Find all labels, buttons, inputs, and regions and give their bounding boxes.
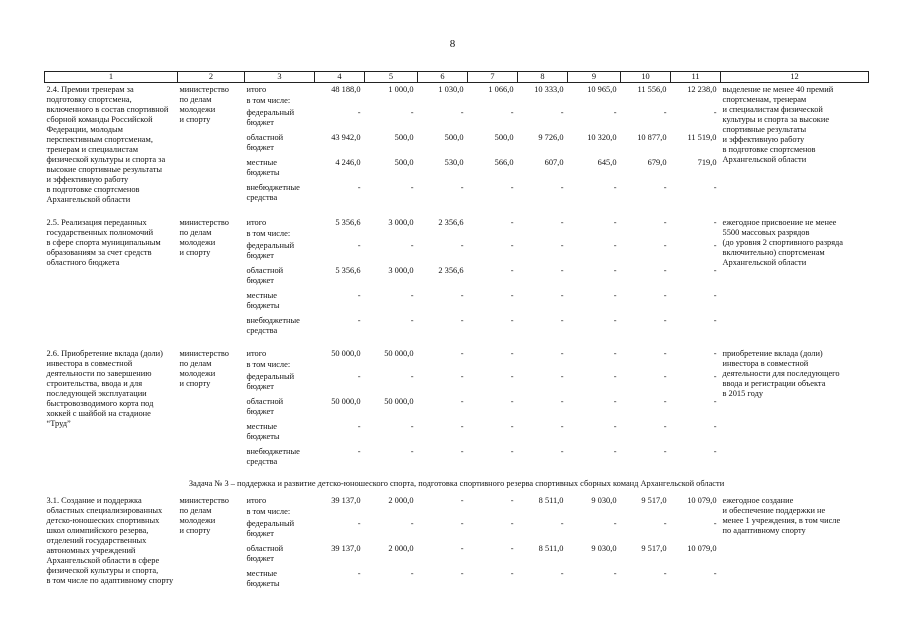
amount-cell: - — [613, 568, 617, 578]
amount-cell: - — [663, 182, 667, 192]
amount-cell — [365, 360, 418, 372]
amount-cell: 8 511,0 — [538, 543, 564, 553]
amount-cell — [468, 96, 518, 108]
amount-cell: 719,0 — [697, 157, 717, 167]
amount-cell: 43 942,0 — [331, 132, 361, 142]
amount-cell: 12 238,0 — [687, 85, 717, 94]
amount-cell: 9 517,0 — [641, 495, 667, 505]
amount-cell — [315, 507, 365, 519]
expected-result: приобретение вклада (доли) инвестора в совместной деятельности для последующего ввода и регистрации объекта в 2015 году — [722, 348, 840, 398]
amount-cell: - — [663, 217, 667, 227]
amount-cell: - — [510, 543, 514, 553]
amount-cell: - — [410, 107, 414, 117]
amount-cell: - — [460, 240, 464, 250]
amount-cell: - — [713, 217, 717, 227]
amount-cell: - — [410, 568, 414, 578]
amount-cell: - — [560, 446, 564, 456]
amount-cell: - — [410, 446, 414, 456]
amount-cell: - — [713, 371, 717, 381]
amount-cell — [365, 96, 418, 108]
table-row — [45, 216, 869, 229]
amount-cell: 500,0 — [394, 132, 414, 142]
amount-cell: 39 137,0 — [331, 543, 361, 553]
amount-cell: 1 000,0 — [388, 85, 414, 94]
amount-cell: - — [713, 518, 717, 528]
amount-cell: - — [510, 568, 514, 578]
amount-cell: - — [663, 371, 667, 381]
amount-cell — [621, 360, 671, 372]
amount-cell: 10 877,0 — [637, 132, 667, 142]
amount-cell: - — [410, 290, 414, 300]
amount-cell: - — [560, 240, 564, 250]
amount-cell: - — [713, 265, 717, 275]
amount-cell: - — [560, 421, 564, 431]
page-number: 8 — [449, 38, 456, 50]
amount-cell: 8 511,0 — [538, 495, 564, 505]
amount-cell: - — [357, 568, 361, 578]
amount-cell — [418, 96, 468, 108]
amount-cell: 11 519,0 — [687, 132, 717, 142]
amount-cell: 1 066,0 — [488, 85, 514, 94]
amount-cell: 566,0 — [494, 157, 514, 167]
funding-source: внебюджетные средства — [246, 182, 300, 202]
funding-source: итого — [246, 495, 267, 505]
funding-source: федеральный бюджет — [246, 107, 295, 127]
amount-cell: 50 000,0 — [384, 348, 414, 358]
amount-cell — [365, 507, 418, 519]
amount-cell: - — [613, 396, 617, 406]
amount-cell: - — [510, 495, 514, 505]
amount-cell — [671, 507, 721, 519]
amount-cell: - — [560, 348, 564, 358]
amount-cell: 500,0 — [394, 157, 414, 167]
amount-cell — [315, 96, 365, 108]
amount-cell — [568, 507, 621, 519]
amount-cell: - — [613, 182, 617, 192]
amount-cell: - — [560, 107, 564, 117]
amount-cell: - — [663, 396, 667, 406]
amount-cell: - — [613, 518, 617, 528]
amount-cell: - — [460, 495, 464, 505]
amount-cell: - — [560, 568, 564, 578]
funding-source: федеральный бюджет — [246, 371, 295, 391]
amount-cell — [568, 360, 621, 372]
column-header-cell: 7 — [468, 72, 518, 83]
expected-result: ежегодное создание и обеспечение поддержки не менее 1 учреждения, в том числе по адаптивному спорту — [722, 495, 841, 535]
amount-cell: - — [713, 348, 717, 358]
amount-cell: 607,0 — [544, 157, 564, 167]
amount-cell: - — [460, 371, 464, 381]
amount-cell: 2 356,6 — [438, 217, 464, 227]
expected-result: ежегодное присвоение не менее 5500 массовых разрядов (до уровня 2 спортивного разряда включительно) спортсменам Архангельской области — [722, 217, 844, 267]
funding-source: в том числе: — [246, 95, 291, 105]
amount-cell — [518, 96, 568, 108]
amount-cell — [468, 229, 518, 241]
amount-cell: - — [713, 446, 717, 456]
amount-cell: 9 030,0 — [591, 495, 617, 505]
amount-cell: - — [663, 421, 667, 431]
funding-source: федеральный бюджет — [246, 518, 295, 538]
column-header-cell: 8 — [518, 72, 568, 83]
amount-cell: 11 556,0 — [637, 85, 667, 94]
amount-cell: - — [713, 107, 717, 117]
funding-source: в том числе: — [246, 228, 291, 238]
amount-cell — [671, 229, 721, 241]
amount-cell: 500,0 — [444, 132, 464, 142]
funding-source: в том числе: — [246, 359, 291, 369]
amount-cell: - — [357, 107, 361, 117]
amount-cell: - — [460, 290, 464, 300]
amount-cell: - — [460, 396, 464, 406]
amount-cell: 645,0 — [597, 157, 617, 167]
amount-cell: 10 079,0 — [687, 543, 717, 553]
amount-cell: 39 137,0 — [331, 495, 361, 505]
measure-name: 2.6. Приобретение вклада (доли) инвестора в совместной деятельности по завершению строительства, ввода и для последующей эксплуатации быстровозводимого корта под хоккей с шайбой на стадионе “Труд” — [46, 348, 163, 428]
funding-source: итого — [246, 217, 267, 227]
amount-cell: - — [357, 446, 361, 456]
amount-cell: - — [357, 182, 361, 192]
table-row — [45, 494, 869, 507]
table-row — [45, 83, 869, 96]
amount-cell — [315, 360, 365, 372]
amount-cell: - — [560, 290, 564, 300]
measure-name: 3.1. Создание и поддержка областных специализированных детско-юношеских спортивных школ олимпийского резерва, отделений государственных автономных учреждений Архангельской области в сфере физической культуры и спорта, в том числе по адаптивному спорту — [46, 495, 174, 585]
amount-cell: - — [663, 240, 667, 250]
program-table — [44, 71, 869, 594]
amount-cell — [518, 229, 568, 241]
amount-cell: - — [410, 421, 414, 431]
funding-source: областной бюджет — [246, 396, 284, 416]
amount-cell: - — [613, 107, 617, 117]
amount-cell: - — [510, 240, 514, 250]
amount-cell: - — [460, 421, 464, 431]
funding-source: областной бюджет — [246, 265, 284, 285]
amount-cell: 9 517,0 — [641, 543, 667, 553]
amount-cell: - — [410, 315, 414, 325]
measure-name: 2.4. Премии тренерам за подготовку спортсмена, включенного в состав спортивной сборной команды Российской Федерации, молодым перспективным спортсменам, тренерам и специалистам физической культуры и спорта за высокие спортивные результаты и эффективную работу в подготовке спортсменов Архангельской области — [46, 85, 169, 204]
amount-cell: - — [560, 518, 564, 528]
amount-cell: - — [713, 240, 717, 250]
amount-cell: - — [663, 290, 667, 300]
column-header-cell: 3 — [245, 72, 315, 83]
expected-result: выделение не менее 40 премий спортсменам, тренерам и специалистам физической культуры и спорта за высокие спортивные результаты и эффективную работу в подготовке спортсменов Архангельской области — [722, 85, 834, 164]
amount-cell: 4 246,0 — [335, 157, 361, 167]
amount-cell: - — [510, 348, 514, 358]
funding-source: в том числе: — [246, 506, 291, 516]
amount-cell — [671, 360, 721, 372]
column-header-cell: 12 — [721, 72, 869, 83]
amount-cell: - — [357, 371, 361, 381]
amount-cell: - — [663, 446, 667, 456]
amount-cell: - — [410, 240, 414, 250]
amount-cell: - — [713, 568, 717, 578]
amount-cell — [621, 507, 671, 519]
amount-cell: - — [560, 265, 564, 275]
amount-cell: - — [510, 290, 514, 300]
amount-cell — [518, 360, 568, 372]
amount-cell — [518, 507, 568, 519]
funding-source: областной бюджет — [246, 132, 284, 152]
amount-cell: 5 356,6 — [335, 265, 361, 275]
amount-cell — [568, 229, 621, 241]
amount-cell — [621, 229, 671, 241]
funding-source: внебюджетные средства — [246, 315, 300, 335]
column-header-cell: 9 — [568, 72, 621, 83]
amount-cell: - — [560, 371, 564, 381]
amount-cell: - — [613, 240, 617, 250]
amount-cell: - — [510, 265, 514, 275]
executor: министерство по делам молодежи и спорту — [179, 348, 229, 388]
amount-cell: - — [357, 290, 361, 300]
funding-source: местные бюджеты — [246, 421, 280, 441]
funding-source: итого — [246, 348, 267, 358]
amount-cell: 9 726,0 — [538, 132, 564, 142]
amount-cell: - — [613, 348, 617, 358]
amount-cell: - — [613, 446, 617, 456]
amount-cell: - — [613, 371, 617, 381]
amount-cell: - — [460, 315, 464, 325]
funding-source: местные бюджеты — [246, 568, 280, 588]
funding-source: итого — [246, 85, 267, 94]
amount-cell: 50 000,0 — [331, 396, 361, 406]
funding-source: местные бюджеты — [246, 290, 280, 310]
amount-cell: 679,0 — [647, 157, 667, 167]
amount-cell: - — [460, 518, 464, 528]
amount-cell: 10 320,0 — [587, 132, 617, 142]
amount-cell: - — [560, 315, 564, 325]
column-header-row — [45, 72, 869, 83]
amount-cell — [621, 96, 671, 108]
amount-cell: - — [357, 240, 361, 250]
amount-cell: - — [410, 371, 414, 381]
column-header-cell: 6 — [418, 72, 468, 83]
task-title: Задача № 3 – поддержка и развитие детско-юношеского спорта, подготовка спортивного резерва спортивных сборных команд Архангельской области — [188, 478, 725, 488]
amount-cell — [365, 229, 418, 241]
amount-cell: - — [713, 421, 717, 431]
funding-source: областной бюджет — [246, 543, 284, 563]
amount-cell — [418, 229, 468, 241]
amount-cell — [418, 507, 468, 519]
amount-cell: 10 079,0 — [687, 495, 717, 505]
amount-cell — [418, 360, 468, 372]
amount-cell: - — [460, 446, 464, 456]
amount-cell: - — [713, 396, 717, 406]
amount-cell: - — [663, 315, 667, 325]
amount-cell: 1 030,0 — [438, 85, 464, 94]
column-header-cell: 5 — [365, 72, 418, 83]
amount-cell: - — [713, 182, 717, 192]
amount-cell: - — [560, 396, 564, 406]
amount-cell: 50 000,0 — [331, 348, 361, 358]
amount-cell: - — [560, 182, 564, 192]
amount-cell: - — [560, 217, 564, 227]
amount-cell: - — [510, 421, 514, 431]
column-header-cell: 1 — [45, 72, 178, 83]
amount-cell: 10 965,0 — [587, 85, 617, 94]
amount-cell: - — [510, 315, 514, 325]
amount-cell — [568, 96, 621, 108]
table-row — [45, 347, 869, 360]
measure-name: 2.5. Реализация переданных государственных полномочий в сфере спорта муниципальным образованиям за счет средств областного бюджета — [46, 217, 161, 267]
funding-source: местные бюджеты — [246, 157, 280, 177]
column-header-cell: 2 — [178, 72, 245, 83]
amount-cell: - — [713, 290, 717, 300]
amount-cell: 48 188,0 — [331, 85, 361, 94]
amount-cell: - — [663, 518, 667, 528]
funding-source: федеральный бюджет — [246, 240, 295, 260]
amount-cell: - — [510, 182, 514, 192]
executor: министерство по делам молодежи и спорту — [179, 217, 229, 257]
amount-cell: - — [663, 348, 667, 358]
amount-cell: 500,0 — [494, 132, 514, 142]
amount-cell: 530,0 — [444, 157, 464, 167]
amount-cell: - — [410, 518, 414, 528]
amount-cell: - — [357, 421, 361, 431]
amount-cell: 2 000,0 — [388, 495, 414, 505]
amount-cell: 50 000,0 — [384, 396, 414, 406]
amount-cell: - — [410, 182, 414, 192]
amount-cell: - — [357, 518, 361, 528]
amount-cell: - — [510, 371, 514, 381]
amount-cell: - — [460, 543, 464, 553]
amount-cell: - — [460, 568, 464, 578]
amount-cell: - — [460, 348, 464, 358]
amount-cell: 5 356,6 — [335, 217, 361, 227]
column-header-cell: 10 — [621, 72, 671, 83]
executor: министерство по делам молодежи и спорту — [179, 495, 229, 535]
executor: министерство по делам молодежи и спорту — [179, 85, 229, 124]
amount-cell: - — [460, 182, 464, 192]
amount-cell: - — [613, 217, 617, 227]
amount-cell: - — [713, 315, 717, 325]
amount-cell: - — [460, 107, 464, 117]
amount-cell — [468, 507, 518, 519]
amount-cell: 2 356,6 — [438, 265, 464, 275]
amount-cell: - — [613, 265, 617, 275]
amount-cell: 3 000,0 — [388, 217, 414, 227]
amount-cell: 9 030,0 — [591, 543, 617, 553]
amount-cell: 2 000,0 — [388, 543, 414, 553]
amount-cell: - — [613, 290, 617, 300]
amount-cell: - — [510, 107, 514, 117]
column-header-cell: 4 — [315, 72, 365, 83]
amount-cell: - — [510, 518, 514, 528]
funding-source: внебюджетные средства — [246, 446, 300, 466]
amount-cell — [671, 96, 721, 108]
amount-cell: 3 000,0 — [388, 265, 414, 275]
amount-cell — [315, 229, 365, 241]
amount-cell — [468, 360, 518, 372]
amount-cell: - — [613, 421, 617, 431]
amount-cell: - — [510, 217, 514, 227]
column-header-cell: 11 — [671, 72, 721, 83]
amount-cell: - — [510, 396, 514, 406]
amount-cell: - — [357, 315, 361, 325]
amount-cell: - — [510, 446, 514, 456]
amount-cell: - — [663, 568, 667, 578]
amount-cell: - — [663, 107, 667, 117]
amount-cell: 10 333,0 — [534, 85, 564, 94]
amount-cell: - — [663, 265, 667, 275]
task-title-row — [45, 475, 869, 494]
amount-cell: - — [613, 315, 617, 325]
